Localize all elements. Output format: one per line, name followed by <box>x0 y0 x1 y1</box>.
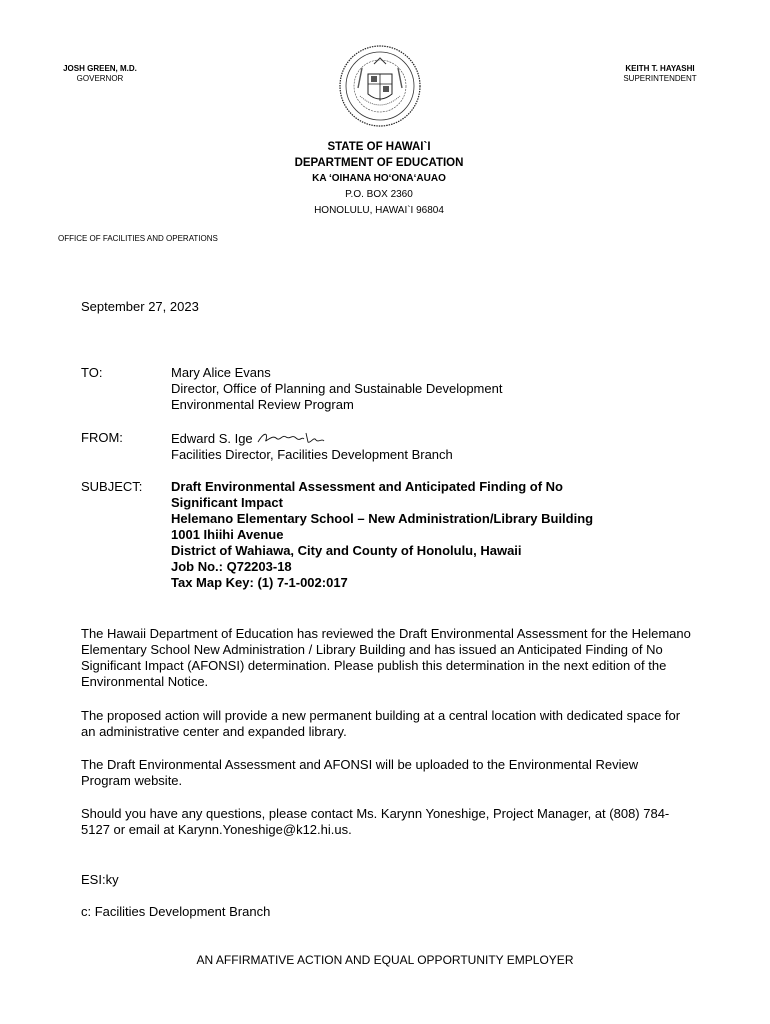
to-label: TO: <box>81 365 103 380</box>
body-paragraph: The Hawaii Department of Education has reviewed the Draft Environmental Assessment for the Helemano Elementary School New Administration / Library Building and has issued an Anticipated Finding of No Significant Impact (AFONSI) determination. Please publish this determination in the next edition of the Environmental Notice. <box>81 626 691 689</box>
governor-block <box>58 64 142 84</box>
subject-line: Job No.: Q72203-18 <box>171 559 292 574</box>
hawaiian-name: KA ʻOIHANA HOʻONAʻAUAO <box>312 173 446 184</box>
subject-line: District of Wahiawa, City and County of Honolulu, Hawaii <box>171 543 522 558</box>
superintendent-name: KEITH T. HAYASHI <box>625 64 695 73</box>
subject-line: Significant Impact <box>171 495 283 510</box>
from-label: FROM: <box>81 430 123 445</box>
subject-block <box>171 479 593 591</box>
to-line: Environmental Review Program <box>171 397 354 412</box>
from-title: Facilities Director, Facilities Development Branch <box>171 447 453 462</box>
governor-name: JOSH GREEN, M.D. <box>63 64 137 73</box>
initials: ESI:ky <box>81 872 119 887</box>
from-name-row <box>171 430 453 447</box>
to-block <box>171 365 502 413</box>
body-paragraph: Should you have any questions, please contact Ms. Karynn Yoneshige, Project Manager, at (808) 784-5127 or email at Karynn.Yoneshige@k12.hi.us. <box>81 806 670 837</box>
subject-line: Draft Environmental Assessment and Anticipated Finding of No <box>171 479 563 494</box>
office-name: OFFICE OF FACILITIES AND OPERATIONS <box>58 234 218 243</box>
to-line: Director, Office of Planning and Sustainable Development <box>171 381 503 396</box>
body-paragraph: The proposed action will provide a new permanent building at a central location with dedicated space for an administrative center and expanded library. <box>81 708 681 739</box>
cc-line: c: Facilities Development Branch <box>81 904 271 919</box>
subject-line: Helemano Elementary School – New Administration/Library Building <box>171 511 594 526</box>
city-zip: HONOLULU, HAWAI`I 96804 <box>314 205 444 216</box>
subject-line: 1001 Ihiihi Avenue <box>171 527 284 542</box>
department-name: DEPARTMENT OF EDUCATION <box>294 157 464 169</box>
to-line: Mary Alice Evans <box>171 365 271 380</box>
governor-title: GOVERNOR <box>76 74 124 83</box>
from-block <box>171 430 453 463</box>
footer-statement: AN AFFIRMATIVE ACTION AND EQUAL OPPORTUNITY EMPLOYER <box>196 953 574 967</box>
from-name: Edward S. Ige <box>171 431 253 446</box>
superintendent-title: SUPERINTENDENT <box>623 74 697 83</box>
letter-date: September 27, 2023 <box>81 299 199 314</box>
po-box: P.O. BOX 2360 <box>345 189 413 200</box>
letterhead <box>0 139 758 219</box>
body-paragraph: The Draft Environmental Assessment and AFONSI will be uploaded to the Environmental Review Program website. <box>81 757 639 788</box>
state-seal-icon <box>338 44 422 128</box>
superintendent-block <box>618 64 702 84</box>
signature-icon <box>256 430 326 446</box>
subject-line: Tax Map Key: (1) 7-1-002:017 <box>171 575 348 590</box>
state-name: STATE OF HAWAI`I <box>327 141 431 153</box>
subject-label: SUBJECT: <box>81 479 143 494</box>
